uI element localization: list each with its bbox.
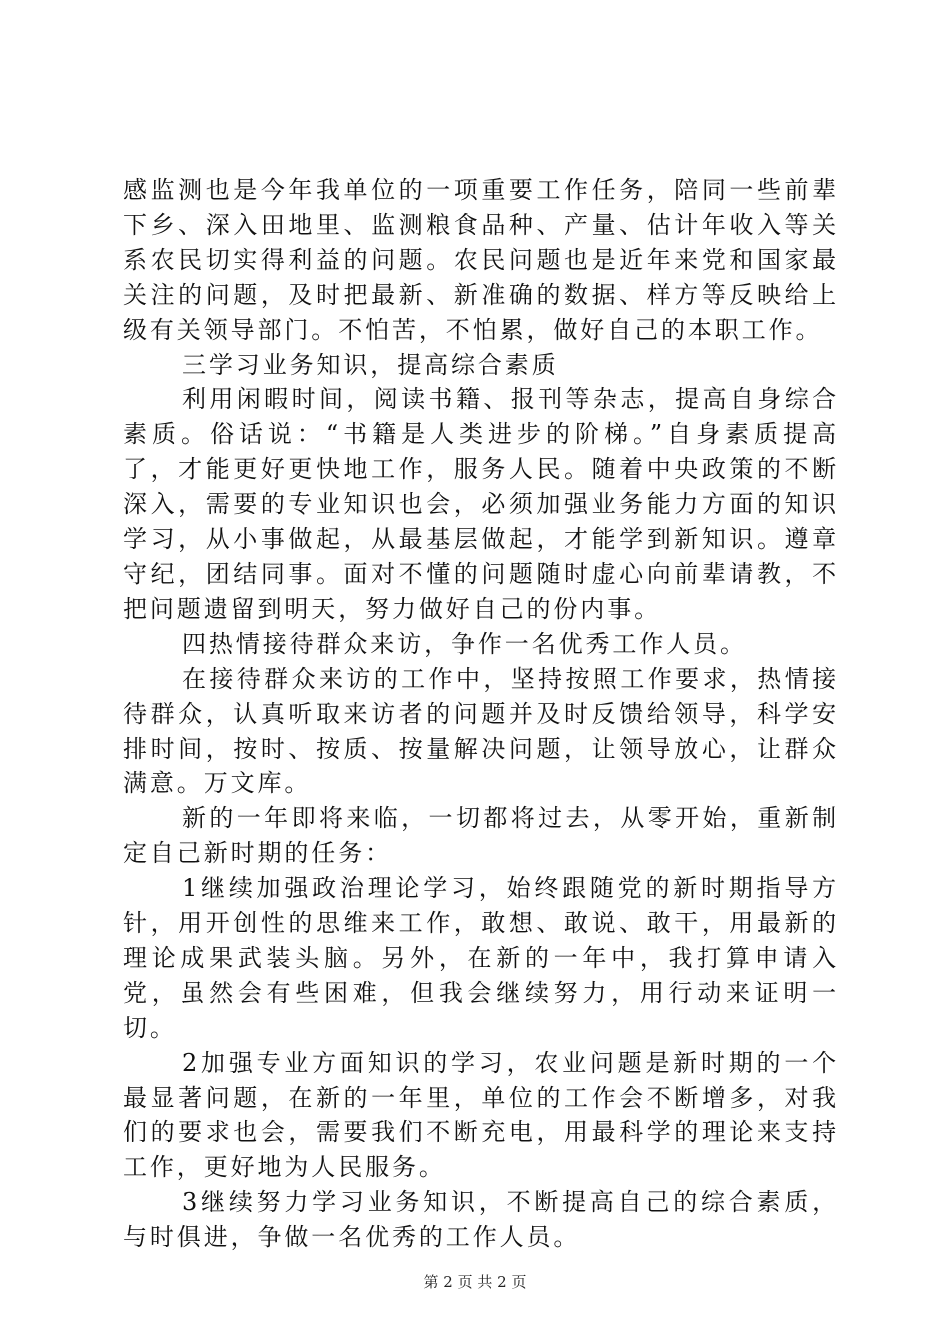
document-body [123,173,839,1255]
section-heading-4: 四热情接待群众来访，争作一名优秀工作人员。 [182,629,747,658]
paragraph-continued: 感监测也是今年我单位的一项重要工作任务，陪同一些前辈下乡、深入田地里、监测粮食品种、产量、估计年收入等关系农民切实得利益的问题。农民问题也是近年来党和国家最关注的问题，及时把最新、新准确的数据、样方等反映给上级有关领导部门。不怕苦，不怕累，做好自己的本职工作。 [123,176,839,344]
section-heading-3: 三学习业务知识，提高综合素质 [182,350,559,379]
paragraph-new-year: 新的一年即将来临，一切都将过去，从零开始，重新制定自己新时期的任务： [123,804,839,868]
paragraph-reception: 在接待群众来访的工作中，坚持按照工作要求，热情接待群众，认真听取来访者的问题并及时反馈给领导，科学安排时间，按时、按质、按量解决问题，让领导放心，让群众满意。万文库。 [123,664,839,798]
page-footer: 第 2 页 共 2 页 [423,1273,527,1291]
plan-item-2: 2加强专业方面知识的学习，农业问题是新时期的一个最显著问题，在新的一年里，单位的工作会不断增多，对我们的要求也会，需要我们不断充电，用最科学的理论来支持工作，更好地为人民服务。 [123,1048,839,1182]
plan-item-1: 1继续加强政治理论学习，始终跟随党的新时期指导方针，用开创性的思维来工作，敢想、敢说、敢干，用最新的理论成果武装头脑。另外，在新的一年中，我打算申请入党，虽然会有些困难，但我会继续努力，用行动来证明一切。 [123,874,839,1042]
paragraph-study: 利用闲暇时间，阅读书籍、报刊等杂志，提高自身综合素质。俗话说：“书籍是人类进步的阶梯。”自身素质提高了，才能更好更快地工作，服务人民。随着中央政策的不断深入，需要的专业知识也会，必须加强业务能力方面的知识学习，从小事做起，从最基层做起，才能学到新知识。遵章守纪，团结同事。面对不懂的问题随时虚心向前辈请教，不把问题遗留到明天，努力做好自己的份内事。 [123,385,839,623]
plan-item-3: 3继续努力学习业务知识，不断提高自己的综合素质，与时俱进，争做一名优秀的工作人员。 [123,1188,839,1252]
